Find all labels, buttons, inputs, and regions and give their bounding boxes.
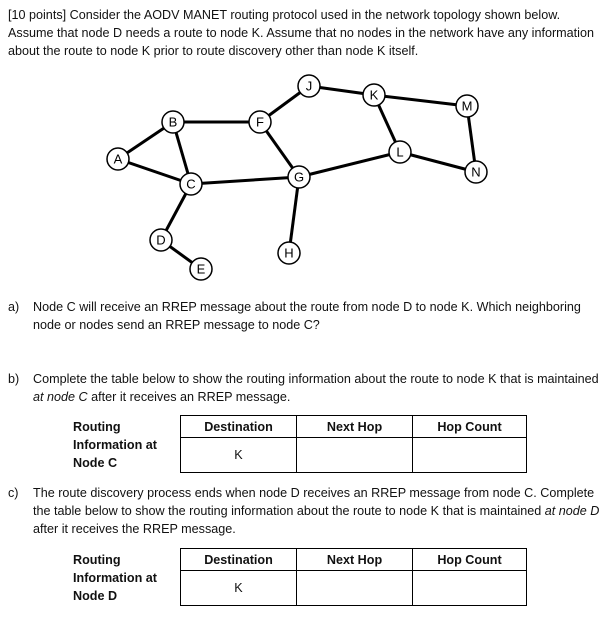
question-b bbox=[8, 370, 606, 406]
cell-next-hop[interactable] bbox=[297, 438, 413, 473]
node-n bbox=[465, 161, 487, 183]
cell-destination: K bbox=[181, 571, 297, 606]
node-f bbox=[249, 111, 271, 133]
svg-text:N: N bbox=[471, 164, 481, 180]
link-k-m bbox=[374, 95, 467, 106]
problem-intro: [10 points] Consider the AODV MANET routing protocol used in the network topology shown below. Assume that node D needs a route to node K. Assume that no nodes in the network have any information about the route to node K prior to route discovery other than node K itself. bbox=[8, 8, 594, 58]
question-b-text bbox=[33, 370, 606, 406]
header-next-hop: Next Hop bbox=[297, 549, 413, 571]
question-b-emphasis: at node C bbox=[33, 390, 88, 404]
network-nodes bbox=[107, 75, 487, 280]
question-c-text-part: The route discovery process ends when node D receives an RREP message from node C. Complete the table below to show the routing information about the route to node K that is maintained bbox=[33, 486, 595, 518]
svg-text:J: J bbox=[305, 78, 313, 94]
header-next-hop: Next Hop bbox=[297, 416, 413, 438]
node-d bbox=[150, 229, 172, 251]
link-c-g bbox=[191, 177, 299, 184]
table-c-label: Routing Information at Node D bbox=[73, 553, 157, 603]
question-c-emphasis: at node D bbox=[544, 504, 600, 518]
routing-table-node-c bbox=[180, 415, 527, 473]
routing-table-node-d bbox=[180, 548, 527, 606]
question-a bbox=[8, 298, 606, 334]
svg-text:F: F bbox=[256, 114, 264, 130]
cell-hop-count[interactable] bbox=[413, 438, 527, 473]
question-a-label: a) bbox=[8, 300, 20, 314]
network-topology-diagram bbox=[0, 70, 614, 285]
header-destination: Destination bbox=[181, 549, 297, 571]
link-l-n bbox=[400, 152, 476, 172]
svg-text:L: L bbox=[396, 144, 404, 160]
cell-next-hop[interactable] bbox=[297, 571, 413, 606]
question-a-text: Node C will receive an RREP message about the route from node D to node K. Which neighboring node or nodes send an RREP message to node C? bbox=[33, 300, 581, 332]
question-c-text bbox=[33, 484, 606, 538]
header-destination: Destination bbox=[181, 416, 297, 438]
svg-text:E: E bbox=[196, 261, 206, 277]
node-j bbox=[298, 75, 320, 97]
question-b-text-end: after it receives an RREP message. bbox=[87, 390, 291, 404]
question-b-text-part: Complete the table below to show the routing information about the route to node K that is maintained bbox=[33, 372, 599, 386]
header-hop-count: Hop Count bbox=[413, 416, 527, 438]
question-c-label: c) bbox=[8, 486, 19, 500]
node-k bbox=[363, 84, 385, 106]
node-m bbox=[456, 95, 478, 117]
question-c bbox=[8, 484, 606, 538]
header-hop-count: Hop Count bbox=[413, 549, 527, 571]
svg-text:D: D bbox=[156, 232, 166, 248]
node-a bbox=[107, 148, 129, 170]
svg-text:B: B bbox=[168, 114, 178, 130]
node-e bbox=[190, 258, 212, 280]
svg-text:C: C bbox=[186, 176, 196, 192]
cell-hop-count[interactable] bbox=[413, 571, 527, 606]
node-g bbox=[288, 166, 310, 188]
link-g-l bbox=[299, 152, 400, 177]
question-b-label: b) bbox=[8, 372, 20, 386]
node-h bbox=[278, 242, 300, 264]
svg-text:A: A bbox=[113, 151, 123, 167]
node-b bbox=[162, 111, 184, 133]
question-c-text-end: after it receives the RREP message. bbox=[33, 522, 236, 536]
svg-text:H: H bbox=[284, 245, 294, 261]
table-b-label: Routing Information at Node C bbox=[73, 420, 157, 470]
svg-text:M: M bbox=[461, 98, 473, 114]
cell-destination: K bbox=[181, 438, 297, 473]
node-c bbox=[180, 173, 202, 195]
svg-text:G: G bbox=[293, 169, 305, 185]
svg-text:K: K bbox=[369, 87, 379, 103]
node-l bbox=[389, 141, 411, 163]
